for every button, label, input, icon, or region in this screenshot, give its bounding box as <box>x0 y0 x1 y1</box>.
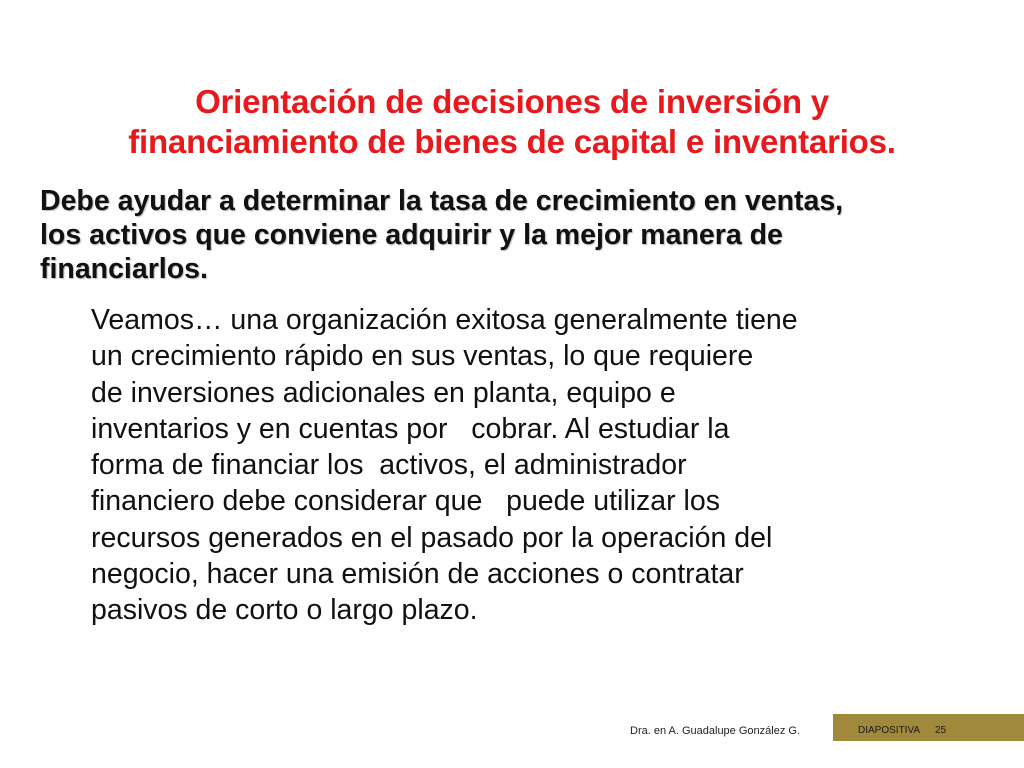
body-paragraph <box>91 302 971 629</box>
body-line: pasivos de corto o largo plazo. <box>91 594 478 627</box>
body-line: forma de financiar los activos, el administrador <box>91 449 687 482</box>
body-line: recursos generados en el pasado por la operación del <box>91 521 773 554</box>
body-line: inventarios y en cuentas por cobrar. Al estudiar la <box>91 412 730 445</box>
body-line: de inversiones adicionales en planta, equipo e <box>91 376 676 409</box>
body-line: negocio, hacer una emisión de acciones o contratar <box>91 558 744 591</box>
lead-paragraph <box>40 184 990 286</box>
lead-line: financiarlos. <box>40 253 208 285</box>
footer-slide-number: 25 <box>935 725 947 736</box>
lead-line: los activos que conviene adquirir y la mejor manera de <box>40 219 783 251</box>
slide-title <box>30 82 994 162</box>
body-line: Veamos… una organización exitosa generalmente tiene <box>91 304 798 336</box>
lead-line: Debe ayudar a determinar la tasa de crecimiento en ventas, <box>40 185 844 217</box>
footer-slide-label: DIAPOSITIVA <box>858 725 921 736</box>
footer-author: Dra. en A. Guadalupe González G. <box>630 725 800 737</box>
body-line: un crecimiento rápido en sus ventas, lo que requiere <box>91 340 754 373</box>
body-line: financiero debe considerar que puede utilizar los <box>91 485 720 518</box>
slide-title-line: financiamiento de bienes de capital e inventarios. <box>128 123 896 160</box>
slide-title-line: Orientación de decisiones de inversión y <box>195 83 829 120</box>
